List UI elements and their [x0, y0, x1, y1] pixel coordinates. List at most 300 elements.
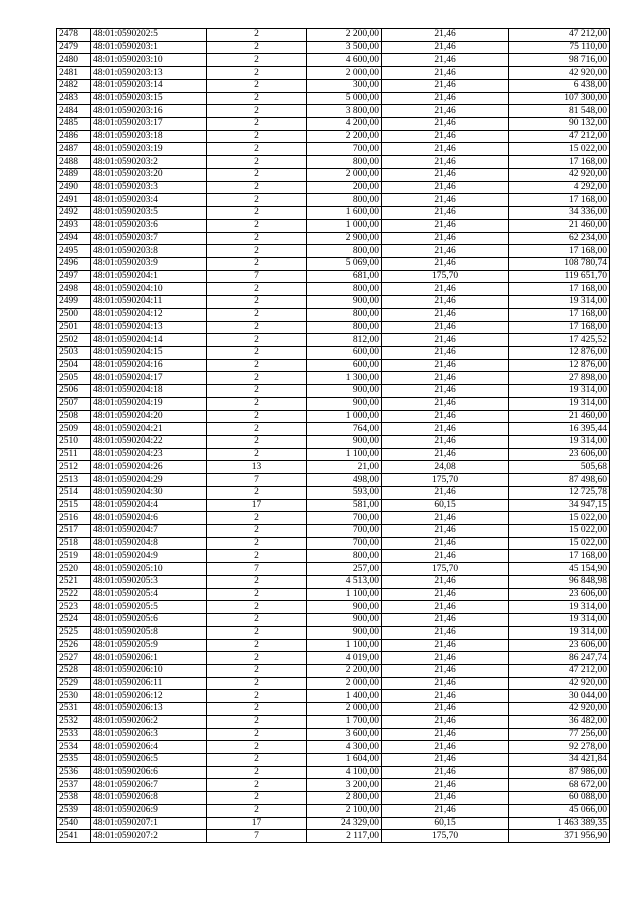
- cadastral-number-cell: 48:01:0590204:10: [91, 283, 207, 296]
- total-value-cell: 62 234,00: [509, 232, 610, 245]
- rate-value-cell: 175,70: [382, 830, 509, 843]
- rate-value-cell: 21,46: [382, 321, 509, 334]
- area-value-cell: 5 000,00: [307, 92, 382, 105]
- total-value-cell: 19 314,00: [509, 601, 610, 614]
- row-number-cell: 2484: [57, 105, 91, 118]
- cadastral-number-cell: 48:01:0590203:7: [91, 232, 207, 245]
- table-row: [57, 181, 610, 194]
- rate-value-cell: 21,46: [382, 41, 509, 54]
- cadastral-number-cell: 48:01:0590204:18: [91, 385, 207, 398]
- area-value-cell: 800,00: [307, 550, 382, 563]
- total-value-cell: 17 425,52: [509, 334, 610, 347]
- total-value-cell: 6 438,00: [509, 79, 610, 92]
- rate-value-cell: 21,46: [382, 550, 509, 563]
- row-number-cell: 2498: [57, 283, 91, 296]
- area-value-cell: 800,00: [307, 194, 382, 207]
- area-value-cell: 800,00: [307, 245, 382, 258]
- cadastral-number-cell: 48:01:0590203:8: [91, 245, 207, 258]
- total-value-cell: 371 956,90: [509, 830, 610, 843]
- rate-value-cell: 21,46: [382, 245, 509, 258]
- category-code-cell: 2: [207, 753, 307, 766]
- row-number-cell: 2481: [57, 67, 91, 80]
- table-row: [57, 639, 610, 652]
- row-number-cell: 2485: [57, 118, 91, 131]
- category-code-cell: 7: [207, 830, 307, 843]
- rate-value-cell: 21,46: [382, 423, 509, 436]
- area-value-cell: 5 069,00: [307, 257, 382, 270]
- row-number-cell: 2525: [57, 626, 91, 639]
- total-value-cell: 17 168,00: [509, 308, 610, 321]
- category-code-cell: 2: [207, 728, 307, 741]
- total-value-cell: 47 212,00: [509, 664, 610, 677]
- area-value-cell: 900,00: [307, 296, 382, 309]
- area-value-cell: 900,00: [307, 397, 382, 410]
- row-number-cell: 2529: [57, 677, 91, 690]
- total-value-cell: 45 154,90: [509, 563, 610, 576]
- rate-value-cell: 21,46: [382, 54, 509, 67]
- total-value-cell: 15 022,00: [509, 525, 610, 538]
- total-value-cell: 42 920,00: [509, 703, 610, 716]
- category-code-cell: 2: [207, 385, 307, 398]
- rate-value-cell: 21,46: [382, 296, 509, 309]
- category-code-cell: 2: [207, 397, 307, 410]
- cadastral-number-cell: 48:01:0590204:9: [91, 550, 207, 563]
- rate-value-cell: 21,46: [382, 690, 509, 703]
- rate-value-cell: 21,46: [382, 588, 509, 601]
- category-code-cell: 2: [207, 92, 307, 105]
- row-number-cell: 2520: [57, 563, 91, 576]
- cadastral-number-cell: 48:01:0590205:9: [91, 639, 207, 652]
- total-value-cell: 119 651,70: [509, 270, 610, 283]
- row-number-cell: 2494: [57, 232, 91, 245]
- table-row: [57, 54, 610, 67]
- area-value-cell: 1 100,00: [307, 448, 382, 461]
- rate-value-cell: 21,46: [382, 652, 509, 665]
- rate-value-cell: 21,46: [382, 728, 509, 741]
- row-number-cell: 2479: [57, 41, 91, 54]
- cadastral-number-cell: 48:01:0590203:5: [91, 207, 207, 220]
- total-value-cell: 4 292,00: [509, 181, 610, 194]
- total-value-cell: 34 336,00: [509, 207, 610, 220]
- total-value-cell: 17 168,00: [509, 245, 610, 258]
- category-code-cell: 2: [207, 639, 307, 652]
- table-row: [57, 448, 610, 461]
- category-code-cell: 2: [207, 614, 307, 627]
- table-row: [57, 626, 610, 639]
- table-row: [57, 563, 610, 576]
- rate-value-cell: 21,46: [382, 29, 509, 42]
- category-code-cell: 2: [207, 245, 307, 258]
- area-value-cell: 700,00: [307, 525, 382, 538]
- total-value-cell: 45 066,00: [509, 804, 610, 817]
- total-value-cell: 12 876,00: [509, 346, 610, 359]
- table-row: [57, 334, 610, 347]
- category-code-cell: 2: [207, 168, 307, 181]
- area-value-cell: 3 600,00: [307, 728, 382, 741]
- total-value-cell: 15 022,00: [509, 143, 610, 156]
- area-value-cell: 2 200,00: [307, 130, 382, 143]
- category-code-cell: 2: [207, 537, 307, 550]
- table-row: [57, 436, 610, 449]
- cadastral-number-cell: 48:01:0590203:3: [91, 181, 207, 194]
- table-body: [57, 29, 610, 843]
- total-value-cell: 27 898,00: [509, 372, 610, 385]
- cadastral-number-cell: 48:01:0590204:23: [91, 448, 207, 461]
- row-number-cell: 2506: [57, 385, 91, 398]
- category-code-cell: 2: [207, 372, 307, 385]
- row-number-cell: 2534: [57, 741, 91, 754]
- area-value-cell: 900,00: [307, 385, 382, 398]
- row-number-cell: 2509: [57, 423, 91, 436]
- total-value-cell: 1 463 389,35: [509, 817, 610, 830]
- total-value-cell: 34 421,84: [509, 753, 610, 766]
- area-value-cell: 4 100,00: [307, 766, 382, 779]
- rate-value-cell: 21,46: [382, 385, 509, 398]
- total-value-cell: 21 460,00: [509, 410, 610, 423]
- table-row: [57, 130, 610, 143]
- rate-value-cell: 21,46: [382, 753, 509, 766]
- rate-value-cell: 21,46: [382, 766, 509, 779]
- cadastral-number-cell: 48:01:0590206:9: [91, 804, 207, 817]
- area-value-cell: 1 000,00: [307, 410, 382, 423]
- table-row: [57, 512, 610, 525]
- category-code-cell: 2: [207, 448, 307, 461]
- cadastral-number-cell: 48:01:0590203:16: [91, 105, 207, 118]
- row-number-cell: 2538: [57, 792, 91, 805]
- category-code-cell: 2: [207, 525, 307, 538]
- category-code-cell: 2: [207, 79, 307, 92]
- table-row: [57, 321, 610, 334]
- total-value-cell: 87 498,60: [509, 474, 610, 487]
- table-row: [57, 207, 610, 220]
- category-code-cell: 2: [207, 512, 307, 525]
- rate-value-cell: 21,46: [382, 143, 509, 156]
- area-value-cell: 498,00: [307, 474, 382, 487]
- rate-value-cell: 21,46: [382, 79, 509, 92]
- cadastral-number-cell: 48:01:0590203:19: [91, 143, 207, 156]
- category-code-cell: 2: [207, 143, 307, 156]
- category-code-cell: 2: [207, 410, 307, 423]
- table-row: [57, 219, 610, 232]
- category-code-cell: 2: [207, 219, 307, 232]
- rate-value-cell: 21,46: [382, 181, 509, 194]
- total-value-cell: 19 314,00: [509, 397, 610, 410]
- row-number-cell: 2490: [57, 181, 91, 194]
- category-code-cell: 17: [207, 499, 307, 512]
- category-code-cell: 2: [207, 766, 307, 779]
- rate-value-cell: 21,46: [382, 283, 509, 296]
- cadastral-number-cell: 48:01:0590203:10: [91, 54, 207, 67]
- total-value-cell: 98 716,00: [509, 54, 610, 67]
- row-number-cell: 2482: [57, 79, 91, 92]
- row-number-cell: 2528: [57, 664, 91, 677]
- row-number-cell: 2540: [57, 817, 91, 830]
- rate-value-cell: 21,46: [382, 639, 509, 652]
- row-number-cell: 2526: [57, 639, 91, 652]
- area-value-cell: 2 900,00: [307, 232, 382, 245]
- cadastral-number-cell: 48:01:0590204:20: [91, 410, 207, 423]
- table-row: [57, 486, 610, 499]
- area-value-cell: 21,00: [307, 461, 382, 474]
- area-value-cell: 700,00: [307, 143, 382, 156]
- table-row: [57, 715, 610, 728]
- cadastral-number-cell: 48:01:0590206:5: [91, 753, 207, 766]
- table-row: [57, 168, 610, 181]
- row-number-cell: 2488: [57, 156, 91, 169]
- total-value-cell: 34 947,15: [509, 499, 610, 512]
- category-code-cell: 2: [207, 423, 307, 436]
- table-row: [57, 410, 610, 423]
- category-code-cell: 2: [207, 67, 307, 80]
- total-value-cell: 42 920,00: [509, 168, 610, 181]
- cadastral-number-cell: 48:01:0590204:17: [91, 372, 207, 385]
- cadastral-number-cell: 48:01:0590205:3: [91, 575, 207, 588]
- area-value-cell: 593,00: [307, 486, 382, 499]
- row-number-cell: 2496: [57, 257, 91, 270]
- total-value-cell: 108 780,74: [509, 257, 610, 270]
- rate-value-cell: 21,46: [382, 779, 509, 792]
- area-value-cell: 2 000,00: [307, 703, 382, 716]
- table-row: [57, 29, 610, 42]
- area-value-cell: 700,00: [307, 512, 382, 525]
- rate-value-cell: 60,15: [382, 817, 509, 830]
- rate-value-cell: 21,46: [382, 130, 509, 143]
- rate-value-cell: 21,46: [382, 232, 509, 245]
- row-number-cell: 2532: [57, 715, 91, 728]
- cadastral-number-cell: 48:01:0590206:1: [91, 652, 207, 665]
- table-row: [57, 779, 610, 792]
- category-code-cell: 2: [207, 283, 307, 296]
- area-value-cell: 2 000,00: [307, 677, 382, 690]
- rate-value-cell: 21,46: [382, 308, 509, 321]
- total-value-cell: 23 606,00: [509, 639, 610, 652]
- total-value-cell: 30 044,00: [509, 690, 610, 703]
- area-value-cell: 900,00: [307, 614, 382, 627]
- area-value-cell: 3 200,00: [307, 779, 382, 792]
- cadastral-number-cell: 48:01:0590204:26: [91, 461, 207, 474]
- area-value-cell: 2 000,00: [307, 67, 382, 80]
- cadastral-number-cell: 48:01:0590205:6: [91, 614, 207, 627]
- category-code-cell: 2: [207, 321, 307, 334]
- area-value-cell: 2 100,00: [307, 804, 382, 817]
- rate-value-cell: 21,46: [382, 156, 509, 169]
- area-value-cell: 700,00: [307, 537, 382, 550]
- area-value-cell: 1 400,00: [307, 690, 382, 703]
- total-value-cell: 42 920,00: [509, 67, 610, 80]
- table-row: [57, 601, 610, 614]
- cadastral-number-cell: 48:01:0590204:19: [91, 397, 207, 410]
- cadastral-number-cell: 48:01:0590205:8: [91, 626, 207, 639]
- area-value-cell: 800,00: [307, 321, 382, 334]
- total-value-cell: 47 212,00: [509, 29, 610, 42]
- cadastral-table: [56, 28, 610, 843]
- row-number-cell: 2517: [57, 525, 91, 538]
- row-number-cell: 2497: [57, 270, 91, 283]
- rate-value-cell: 21,46: [382, 334, 509, 347]
- area-value-cell: 1 604,00: [307, 753, 382, 766]
- cadastral-number-cell: 48:01:0590203:6: [91, 219, 207, 232]
- category-code-cell: 2: [207, 359, 307, 372]
- rate-value-cell: 21,46: [382, 486, 509, 499]
- table-row: [57, 550, 610, 563]
- category-code-cell: 2: [207, 626, 307, 639]
- cadastral-number-cell: 48:01:0590203:13: [91, 67, 207, 80]
- category-code-cell: 2: [207, 130, 307, 143]
- total-value-cell: 96 848,98: [509, 575, 610, 588]
- total-value-cell: 505,68: [509, 461, 610, 474]
- row-number-cell: 2541: [57, 830, 91, 843]
- category-code-cell: 2: [207, 308, 307, 321]
- rate-value-cell: 21,46: [382, 105, 509, 118]
- rate-value-cell: 21,46: [382, 741, 509, 754]
- total-value-cell: 17 168,00: [509, 283, 610, 296]
- table-row: [57, 79, 610, 92]
- category-code-cell: 2: [207, 588, 307, 601]
- row-number-cell: 2536: [57, 766, 91, 779]
- table-row: [57, 308, 610, 321]
- area-value-cell: 4 600,00: [307, 54, 382, 67]
- total-value-cell: 12 876,00: [509, 359, 610, 372]
- table-row: [57, 830, 610, 843]
- rate-value-cell: 175,70: [382, 474, 509, 487]
- total-value-cell: 42 920,00: [509, 677, 610, 690]
- rate-value-cell: 21,46: [382, 537, 509, 550]
- total-value-cell: 17 168,00: [509, 194, 610, 207]
- cadastral-number-cell: 48:01:0590205:5: [91, 601, 207, 614]
- table-row: [57, 245, 610, 258]
- area-value-cell: 2 800,00: [307, 792, 382, 805]
- area-value-cell: 4 513,00: [307, 575, 382, 588]
- row-number-cell: 2487: [57, 143, 91, 156]
- area-value-cell: 300,00: [307, 79, 382, 92]
- cadastral-number-cell: 48:01:0590204:16: [91, 359, 207, 372]
- rate-value-cell: 21,46: [382, 92, 509, 105]
- row-number-cell: 2483: [57, 92, 91, 105]
- table-row: [57, 143, 610, 156]
- total-value-cell: 90 132,00: [509, 118, 610, 131]
- rate-value-cell: 21,46: [382, 118, 509, 131]
- row-number-cell: 2495: [57, 245, 91, 258]
- row-number-cell: 2511: [57, 448, 91, 461]
- area-value-cell: 812,00: [307, 334, 382, 347]
- category-code-cell: 2: [207, 486, 307, 499]
- category-code-cell: 2: [207, 232, 307, 245]
- row-number-cell: 2499: [57, 296, 91, 309]
- area-value-cell: 257,00: [307, 563, 382, 576]
- table-row: [57, 741, 610, 754]
- rate-value-cell: 24,08: [382, 461, 509, 474]
- row-number-cell: 2524: [57, 614, 91, 627]
- cadastral-number-cell: 48:01:0590206:4: [91, 741, 207, 754]
- total-value-cell: 75 110,00: [509, 41, 610, 54]
- cadastral-number-cell: 48:01:0590203:1: [91, 41, 207, 54]
- cadastral-number-cell: 48:01:0590203:9: [91, 257, 207, 270]
- table-row: [57, 118, 610, 131]
- area-value-cell: 600,00: [307, 359, 382, 372]
- cadastral-number-cell: 48:01:0590204:12: [91, 308, 207, 321]
- category-code-cell: 2: [207, 690, 307, 703]
- row-number-cell: 2491: [57, 194, 91, 207]
- area-value-cell: 1 700,00: [307, 715, 382, 728]
- total-value-cell: 87 986,00: [509, 766, 610, 779]
- table-row: [57, 525, 610, 538]
- category-code-cell: 2: [207, 194, 307, 207]
- area-value-cell: 581,00: [307, 499, 382, 512]
- row-number-cell: 2521: [57, 575, 91, 588]
- area-value-cell: 600,00: [307, 346, 382, 359]
- category-code-cell: 2: [207, 703, 307, 716]
- rate-value-cell: 21,46: [382, 346, 509, 359]
- table-row: [57, 257, 610, 270]
- total-value-cell: 19 314,00: [509, 614, 610, 627]
- row-number-cell: 2480: [57, 54, 91, 67]
- category-code-cell: 2: [207, 804, 307, 817]
- table-row: [57, 92, 610, 105]
- category-code-cell: 2: [207, 779, 307, 792]
- area-value-cell: 900,00: [307, 601, 382, 614]
- table-row: [57, 499, 610, 512]
- table-row: [57, 474, 610, 487]
- row-number-cell: 2505: [57, 372, 91, 385]
- row-number-cell: 2500: [57, 308, 91, 321]
- cadastral-number-cell: 48:01:0590204:8: [91, 537, 207, 550]
- row-number-cell: 2510: [57, 436, 91, 449]
- row-number-cell: 2518: [57, 537, 91, 550]
- row-number-cell: 2522: [57, 588, 91, 601]
- row-number-cell: 2504: [57, 359, 91, 372]
- row-number-cell: 2523: [57, 601, 91, 614]
- cadastral-number-cell: 48:01:0590206:11: [91, 677, 207, 690]
- row-number-cell: 2512: [57, 461, 91, 474]
- cadastral-number-cell: 48:01:0590204:4: [91, 499, 207, 512]
- table-row: [57, 614, 610, 627]
- rate-value-cell: 21,46: [382, 372, 509, 385]
- row-number-cell: 2519: [57, 550, 91, 563]
- total-value-cell: 36 482,00: [509, 715, 610, 728]
- rate-value-cell: 21,46: [382, 194, 509, 207]
- row-number-cell: 2531: [57, 703, 91, 716]
- table-row: [57, 766, 610, 779]
- rate-value-cell: 21,46: [382, 397, 509, 410]
- row-number-cell: 2514: [57, 486, 91, 499]
- total-value-cell: 19 314,00: [509, 626, 610, 639]
- rate-value-cell: 21,46: [382, 67, 509, 80]
- area-value-cell: 800,00: [307, 156, 382, 169]
- table-row: [57, 817, 610, 830]
- cadastral-number-cell: 48:01:0590204:30: [91, 486, 207, 499]
- row-number-cell: 2537: [57, 779, 91, 792]
- category-code-cell: 13: [207, 461, 307, 474]
- area-value-cell: 1 000,00: [307, 219, 382, 232]
- total-value-cell: 19 314,00: [509, 296, 610, 309]
- table-row: [57, 690, 610, 703]
- total-value-cell: 68 672,00: [509, 779, 610, 792]
- total-value-cell: 17 168,00: [509, 321, 610, 334]
- table-row: [57, 346, 610, 359]
- table-row: [57, 372, 610, 385]
- row-number-cell: 2535: [57, 753, 91, 766]
- category-code-cell: 2: [207, 601, 307, 614]
- total-value-cell: 21 460,00: [509, 219, 610, 232]
- cadastral-number-cell: 48:01:0590207:1: [91, 817, 207, 830]
- category-code-cell: 2: [207, 346, 307, 359]
- rate-value-cell: 60,15: [382, 499, 509, 512]
- category-code-cell: 2: [207, 156, 307, 169]
- area-value-cell: 4 019,00: [307, 652, 382, 665]
- cadastral-number-cell: 48:01:0590205:10: [91, 563, 207, 576]
- rate-value-cell: 21,46: [382, 677, 509, 690]
- cadastral-number-cell: 48:01:0590207:2: [91, 830, 207, 843]
